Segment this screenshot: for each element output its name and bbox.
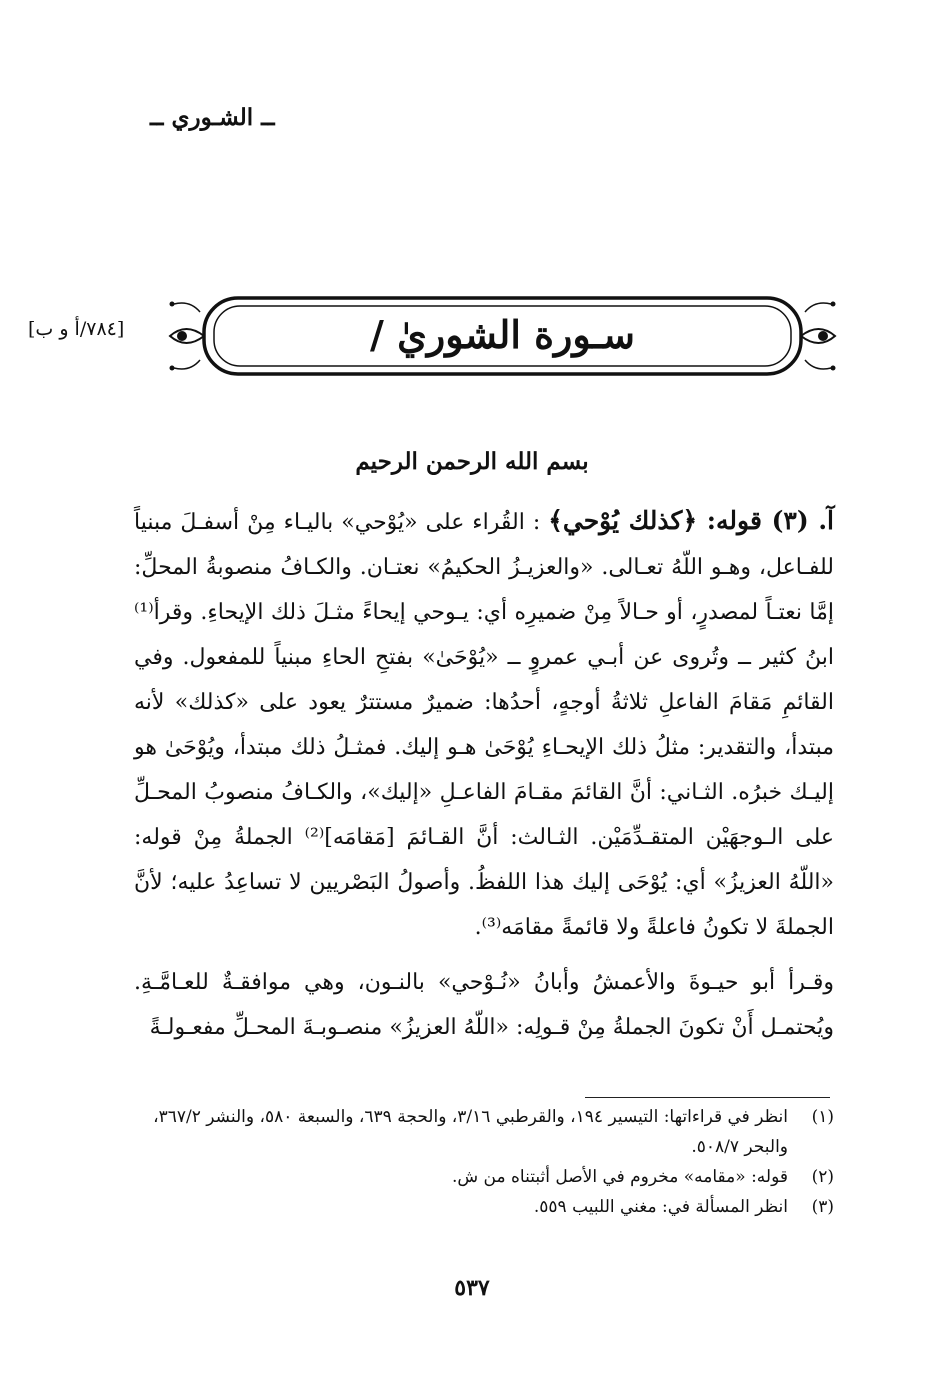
commentary-body — [134, 498, 834, 1050]
footnote-item — [134, 1102, 834, 1162]
commentary-paragraph — [134, 960, 834, 1050]
footnote-text: انظر في قراءاتها: التيسير ١٩٤، والقرطبي ٣/١٦، والحجة ٦٣٩، والسبعة ٥٨٠، والنشر ٣٦٧/٢، والبحر ٥٠٨/٧. — [153, 1107, 788, 1157]
footnote-number: (٣) — [811, 1197, 834, 1217]
footnote-number: (٢) — [811, 1167, 834, 1187]
paragraph-text: : القُراء على «يُوْحي» باليـاء مِنْ أسفـلَ مبنياً للفـاعل، وهـو اللّهُ تعـالى. «والعزيـزُ الحكيمُ» نعتـان. والكـافُ منصوبةُ المحلِّ: إمَّا نعتـاً لمصدرٍ، أو حـالاً مِنْ ضميرِه أي: يـوحي إيحاءً مثـلَ ذلك الإيحاءِ. وقرأ⁽¹⁾ ابنُ كثير ــ وتُروى عن أبـي عمروٍ ــ «يُوْحَىٰ» بفتحِ الحاءِ مبنياً للمفعول. وفي القائمِ مَقامَ الفاعلِ ثلاثةُ أوجهٍ، أحدُها: ضميرٌ مستترٌ يعود على «كذلك» لأنه مبتدأ، والتقدير: مثلُ ذلك الإيحـاءِ يُوْحَىٰ هـو إليك. فمثـلُ ذلك مبتدأ، ويُوْحَىٰ هو إليـك خبرُه. الثـاني: أنَّ القائمَ مقـامَ الفاعـلِ «إليك»، والكـافُ منصوبُ المحـلِّ على الـوجهَيْن المتقـدِّمَيْن. الثـالث: أنَّ القـائمَ [مَقامَه]⁽²⁾ الجملةُ مِنْ قوله: «اللّهُ العزيزُ» أي: يُوْحَى إليك هذا اللفظُ. وأصولُ البَصْريين لا تساعِدُ عليه؛ لأنَّ الجملةَ لا تكونُ فاعلةً ولا قائمةً مقامَه⁽³⁾. — [134, 510, 834, 940]
running-header: ــ الشـوري ــ — [150, 104, 275, 131]
footnote-text: قوله: «مقامه» مخروم في الأصل أثبتناه من ش. — [451, 1167, 788, 1187]
manuscript-folio-reference: [٧٨٤/أ و ب] — [28, 318, 125, 340]
footnote-number: (١) — [811, 1107, 834, 1127]
verse-lead: آ. (٣) قوله: ﴿كذلك يُوْحي﴾ — [548, 506, 835, 535]
footnotes — [134, 1102, 834, 1222]
footnote-item — [134, 1192, 834, 1222]
page-number: ٥٣٧ — [454, 1275, 490, 1301]
commentary-paragraph — [134, 498, 834, 950]
footnote-item — [134, 1162, 834, 1192]
footnote-text: انظر المسألة في: مغني اللبيب ٥٥٩. — [533, 1197, 788, 1217]
footnote-divider — [585, 1097, 830, 1098]
surah-title: سـورة الشوريٰ / — [370, 312, 635, 357]
surah-title-banner — [160, 282, 845, 390]
basmala: بسم الله الرحمن الرحيم — [355, 448, 589, 475]
paragraph-text: وقـرأ أبو حيـوةَ والأعمشُ وأبانُ «نُـوْحي» بالنـون، وهي موافقـةٌ للعـامَّـةِ. ويُحتمـل أَنْ تكونَ الجملةُ مِنْ قـولِه: «اللّهُ العزيزُ» منصـوبـةَ المحـلِّ مفعـولـةً — [134, 970, 834, 1040]
